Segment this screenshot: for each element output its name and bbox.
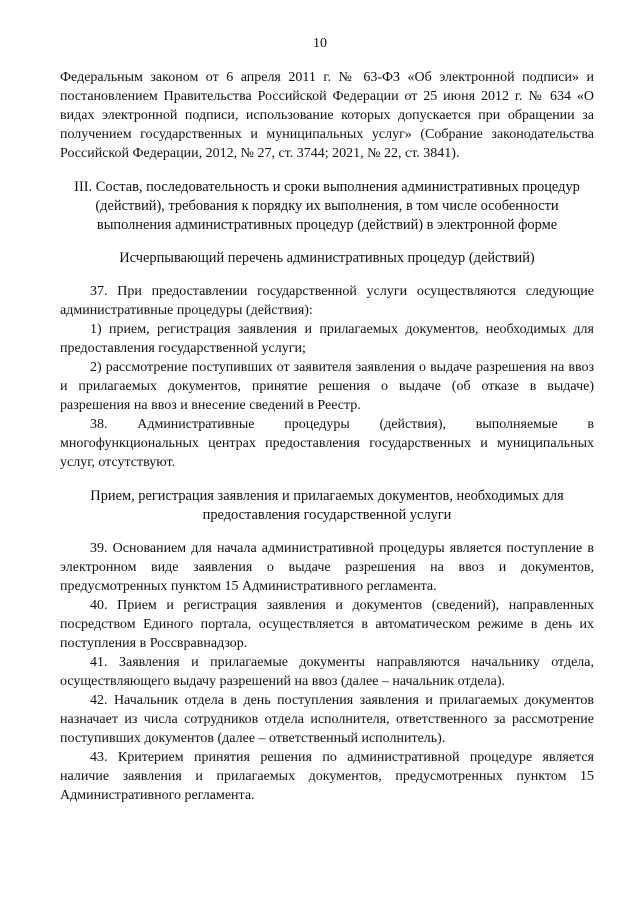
- paragraph-43: 43. Критерием принятия решения по административной процедуре является наличие заявления и прилагаемых документов, предусмотренных пунктом 15 Административного регламента.: [60, 750, 594, 803]
- intro-paragraph: Федеральным законом от 6 апреля 2011 г. № 63-ФЗ «Об электронной подписи» и постановлением Правительства Российской Федерации от 25 июня 2012 г. № 634 «О видах электронной подписи, использование которых допускается при обращении за получением государственных и муниципальных услуг» (Собрание законодательства Российской Федерации, 2012, № 27, ст. 3744; 2021, № 22, ст. 3841).: [60, 70, 594, 161]
- section-heading: III. Состав, последовательность и сроки выполнения административных процедур (действий), требования к порядку их выполнения, в том числе особенности выполнения административных процедур (действий) в электронной форме: [74, 179, 580, 233]
- subheading-procedures-list: Исчерпывающий перечень административных процедур (действий): [119, 250, 535, 266]
- paragraph-39: 39. Основанием для начала административной процедуры является поступление в электронном виде заявления о выдаче разрешения на ввоз и документов, предусмотренных пунктом 15 Административного регламента.: [60, 541, 594, 594]
- document-body: [60, 68, 594, 805]
- subheading-reception: Прием, регистрация заявления и прилагаемых документов, необходимых для предоставления государственной услуги: [90, 488, 564, 523]
- paragraph-37-item-1: 1) прием, регистрация заявления и прилагаемых документов, необходимых для предоставления государственной услуги;: [60, 322, 594, 356]
- page-number: 10: [313, 36, 327, 51]
- paragraph-37: 37. При предоставлении государственной услуги осуществляются следующие административные процедуры (действия):: [60, 284, 594, 318]
- paragraph-42: 42. Начальник отдела в день поступления заявления и прилагаемых документов назначает из числа сотрудников отдела исполнителя, ответственного за рассмотрение поступивших документов (далее – ответственный исполнитель).: [60, 693, 594, 746]
- paragraph-37-item-2: 2) рассмотрение поступивших от заявителя заявления о выдаче разрешения на ввоз и прилагаемых документов, принятие решения о выдаче (об отказе в выдаче) разрешения на ввоз и внесение сведений в Реестр.: [60, 360, 594, 413]
- paragraph-40: 40. Прием и регистрация заявления и документов (сведений), направленных посредством Единого портала, осуществляется в автоматическом режиме в день их поступления в Россвравнадзор.: [60, 598, 594, 651]
- paragraph-41: 41. Заявления и прилагаемые документы направляются начальнику отдела, осуществляющего выдачу разрешений на ввоз (далее – начальник отдела).: [60, 655, 594, 689]
- paragraph-38: 38. Административные процедуры (действия), выполняемые в многофункциональных центрах предоставления государственных и муниципальных услуг, отсутствуют.: [60, 417, 594, 470]
